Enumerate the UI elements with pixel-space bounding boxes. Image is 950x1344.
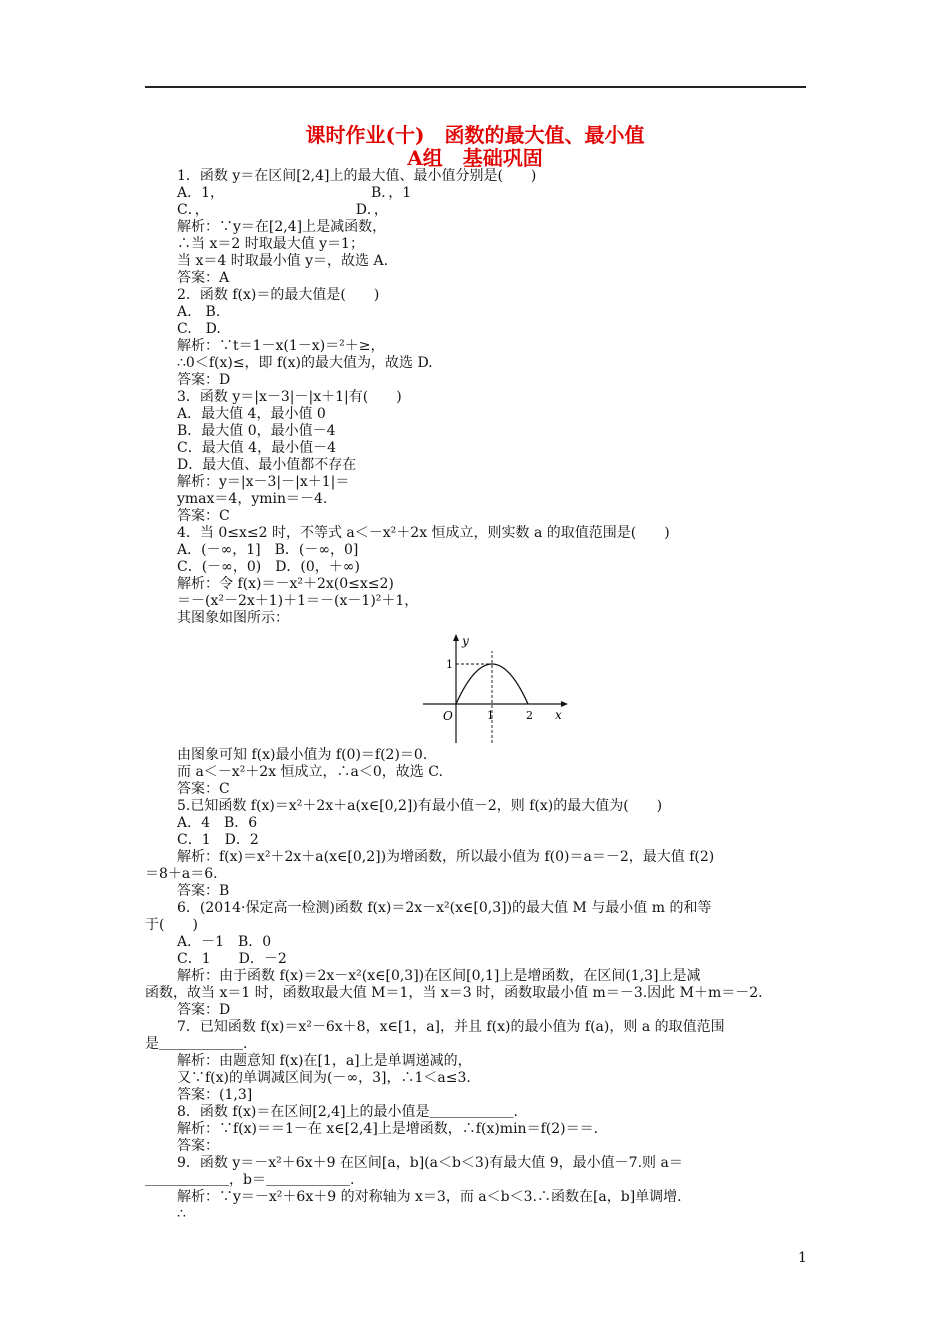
text-line: 答案：C: [177, 508, 230, 524]
text-line: 5.已知函数 f(x)＝x²＋2x＋a(x∈[0,2])有最小值－2，则 f(x)的最大值为( ): [177, 798, 663, 814]
x-tick-1: 1: [487, 709, 494, 722]
page-number: 1: [798, 1250, 807, 1266]
text-line: 2．函数 f(x)＝的最大值是( ): [177, 287, 380, 303]
page-title: 课时作业(十) 函数的最大值、最小值: [305, 123, 645, 147]
text-line: 7．已知函数 f(x)＝x²－6x＋8，x∈[1，a]，并且 f(x)的最小值为 f(a)，则 a 的取值范围: [177, 1019, 725, 1035]
header-rule: [145, 86, 806, 88]
text-block-after-graph: [145, 747, 810, 1223]
text-line: C．， D．，: [177, 202, 388, 218]
parabola-graph: [423, 633, 573, 743]
text-line: ＿＿＿＿＿＿，b＝＿＿＿＿＿＿.: [145, 1172, 355, 1188]
text-line: 解析：令 f(x)＝－x²＋2x(0≤x≤2): [177, 576, 394, 592]
text-line: 答案：: [177, 1138, 219, 1154]
origin-label: O: [443, 709, 453, 723]
x-tick-2: 2: [526, 709, 533, 722]
text-line: C．1 D．2: [177, 832, 259, 848]
text-line: 答案：C: [177, 781, 230, 797]
y-tick-1: 1: [446, 658, 453, 671]
text-line: ∴: [177, 1206, 186, 1222]
text-line: 9．函数 y＝－x²＋6x＋9 在区间[a，b](a＜b＜3)有最大值 9，最小值－7.则 a＝: [177, 1155, 683, 1171]
text-line: 答案：D: [177, 1002, 231, 1018]
text-line: ＝－(x²－2x＋1)＋1＝－(x－1)²＋1，: [177, 593, 419, 609]
text-line: A. B.: [177, 304, 221, 320]
text-line: D．最大值、最小值都不存在: [177, 457, 357, 473]
text-line: ∴0＜f(x)≤，即 f(x)的最大值为，故选 D.: [177, 355, 433, 371]
text-line: 函数，故当 x＝1 时，函数取最大值 M＝1，当 x＝3 时，函数取最小值 m＝－3.因此 M＋m＝－2.: [145, 985, 763, 1001]
text-line: 当 x＝4 时取最小值 y＝，故选 A.: [177, 253, 389, 269]
text-line: 解析：∵f(x)＝＝1－在 x∈[2,4]上是增函数，∴f(x)min＝f(2)＝＝.: [177, 1121, 599, 1137]
text-line: 答案：A: [177, 270, 230, 286]
y-axis-label: y: [462, 634, 469, 648]
text-line: 而 a＜－x²＋2x 恒成立，∴a＜0，故选 C.: [177, 764, 443, 780]
y-axis-arrow: [453, 634, 459, 641]
section-subtitle: A组 基础巩固: [407, 146, 543, 170]
text-line: ∴当 x＝2 时取最大值 y＝1；: [177, 236, 364, 252]
text-line: 解析：∵y＝－x²＋6x＋9 的对称轴为 x＝3，而 a＜b＜3.∴函数在[a，b]单调增.: [177, 1189, 682, 1205]
text-line: A．最大值 4，最小值 0: [177, 406, 326, 422]
text-line: ＝8＋a＝6.: [145, 866, 218, 882]
text-line: A．4 B．6: [177, 815, 258, 831]
text-line: 由图象可知 f(x)最小值为 f(0)＝f(2)＝0.: [177, 747, 428, 763]
document-body: [145, 168, 810, 1223]
text-line: 解析：由题意知 f(x)在[1，a]上是单调递减的，: [177, 1053, 472, 1069]
text-block-before-graph: [145, 168, 810, 627]
text-line: 答案：(1,3]: [177, 1087, 253, 1103]
text-line: 6．(2014·保定高一检测)函数 f(x)＝2x－x²(x∈[0,3])的最大值 M 与最小值 m 的和等: [177, 900, 712, 916]
text-line: 答案：D: [177, 372, 231, 388]
x-axis-arrow: [561, 701, 568, 707]
text-line: 解析：y＝|x－3|－|x＋1|＝: [177, 474, 350, 490]
text-line: B．最大值 0，最小值－4: [177, 423, 336, 439]
text-line: 是＿＿＿＿＿＿.: [145, 1036, 248, 1052]
text-line: 1．函数 y＝在区间[2,4]上的最大值、最小值分别是( ): [177, 168, 537, 184]
text-line: C．1 D．－2: [177, 951, 287, 967]
text-line: 3．函数 y＝|x－3|－|x＋1|有( ): [177, 389, 402, 405]
text-line: A．－1 B．0: [177, 934, 272, 950]
text-line: 其图象如图所示：: [177, 610, 289, 626]
text-line: 8．函数 f(x)＝在区间[2,4]上的最小值是＿＿＿＿＿＿.: [177, 1104, 518, 1120]
text-line: 又∵f(x)的单调减区间为(－∞，3]，∴1＜a≤3.: [177, 1070, 471, 1086]
text-line: 解析：f(x)＝x²＋2x＋a(x∈[0,2])为增函数，所以最小值为 f(0)＝a＝－2，最大值 f(2): [177, 849, 715, 865]
text-line: 答案：B: [177, 883, 230, 899]
text-line: C．最大值 4，最小值－4: [177, 440, 336, 456]
text-line: 解析：∵t＝1－x(1－x)＝²＋≥，: [177, 338, 385, 354]
text-line: 解析：∵y＝在[2,4]上是减函数，: [177, 219, 387, 235]
text-line: C. D.: [177, 321, 221, 337]
text-line: 解析：由于函数 f(x)＝2x－x²(x∈[0,3])在区间[0,1]上是增函数，在区间(1,3]上是减: [177, 968, 701, 984]
text-line: A．1， B．，1: [177, 185, 412, 201]
text-line: 4．当 0≤x≤2 时，不等式 a＜－x²＋2x 恒成立，则实数 a 的取值范围是( ): [177, 525, 670, 541]
x-axis-label: x: [555, 708, 562, 722]
text-line: ymax＝4，ymin＝－4.: [177, 491, 328, 507]
text-line: C．(－∞，0) D．(0，＋∞): [177, 559, 360, 575]
text-line: A．(－∞，1] B．(－∞，0]: [177, 542, 359, 558]
text-line: 于( ): [145, 917, 198, 933]
